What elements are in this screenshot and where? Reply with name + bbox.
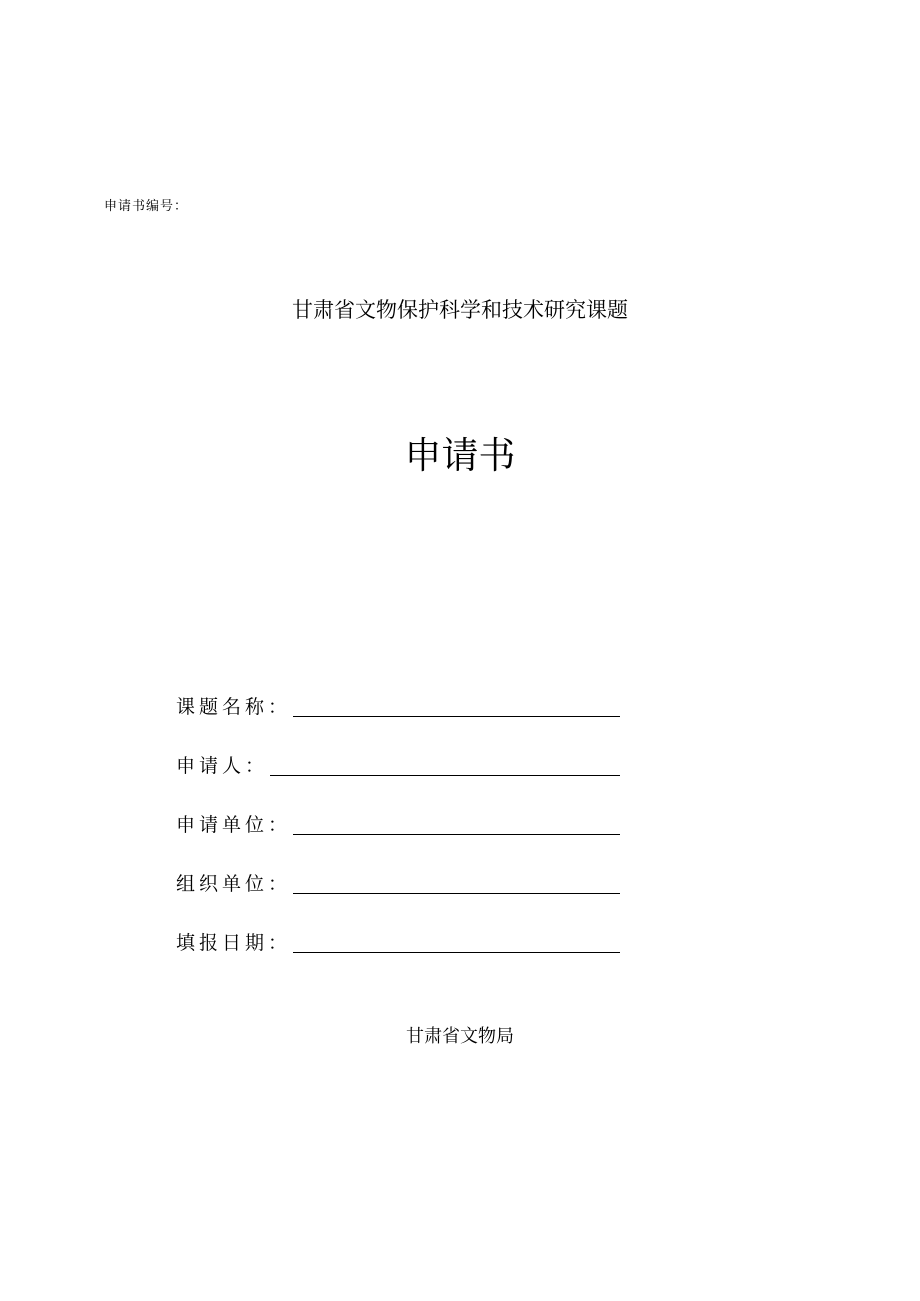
field-label-fill-date: 填报日期： [176,932,292,954]
field-label-applicant-unit: 申请单位： [176,814,292,836]
field-blank-applicant[interactable] [270,775,620,776]
issuing-authority: 甘肃省文物局 [406,1026,514,1047]
project-category-subtitle: 甘肃省文物保护科学和技术研究课题 [292,298,628,322]
application-number-label: 申请书编号： [104,199,189,214]
field-label-organizing-unit: 组织单位： [176,873,292,895]
field-blank-organizing-unit[interactable] [293,893,620,894]
field-label-applicant: 申请人： [176,755,269,777]
field-blank-applicant-unit[interactable] [293,834,620,835]
field-row-applicant [176,749,620,779]
cover-info-form [176,690,620,985]
field-row-project-name [176,690,620,720]
field-row-organizing-unit [176,867,620,897]
field-label-project-name: 课题名称： [176,696,292,718]
field-blank-project-name[interactable] [293,716,620,717]
field-blank-fill-date[interactable] [293,952,620,953]
field-row-fill-date [176,926,620,956]
field-row-applicant-unit [176,808,620,838]
document-title: 申请书 [404,434,516,477]
